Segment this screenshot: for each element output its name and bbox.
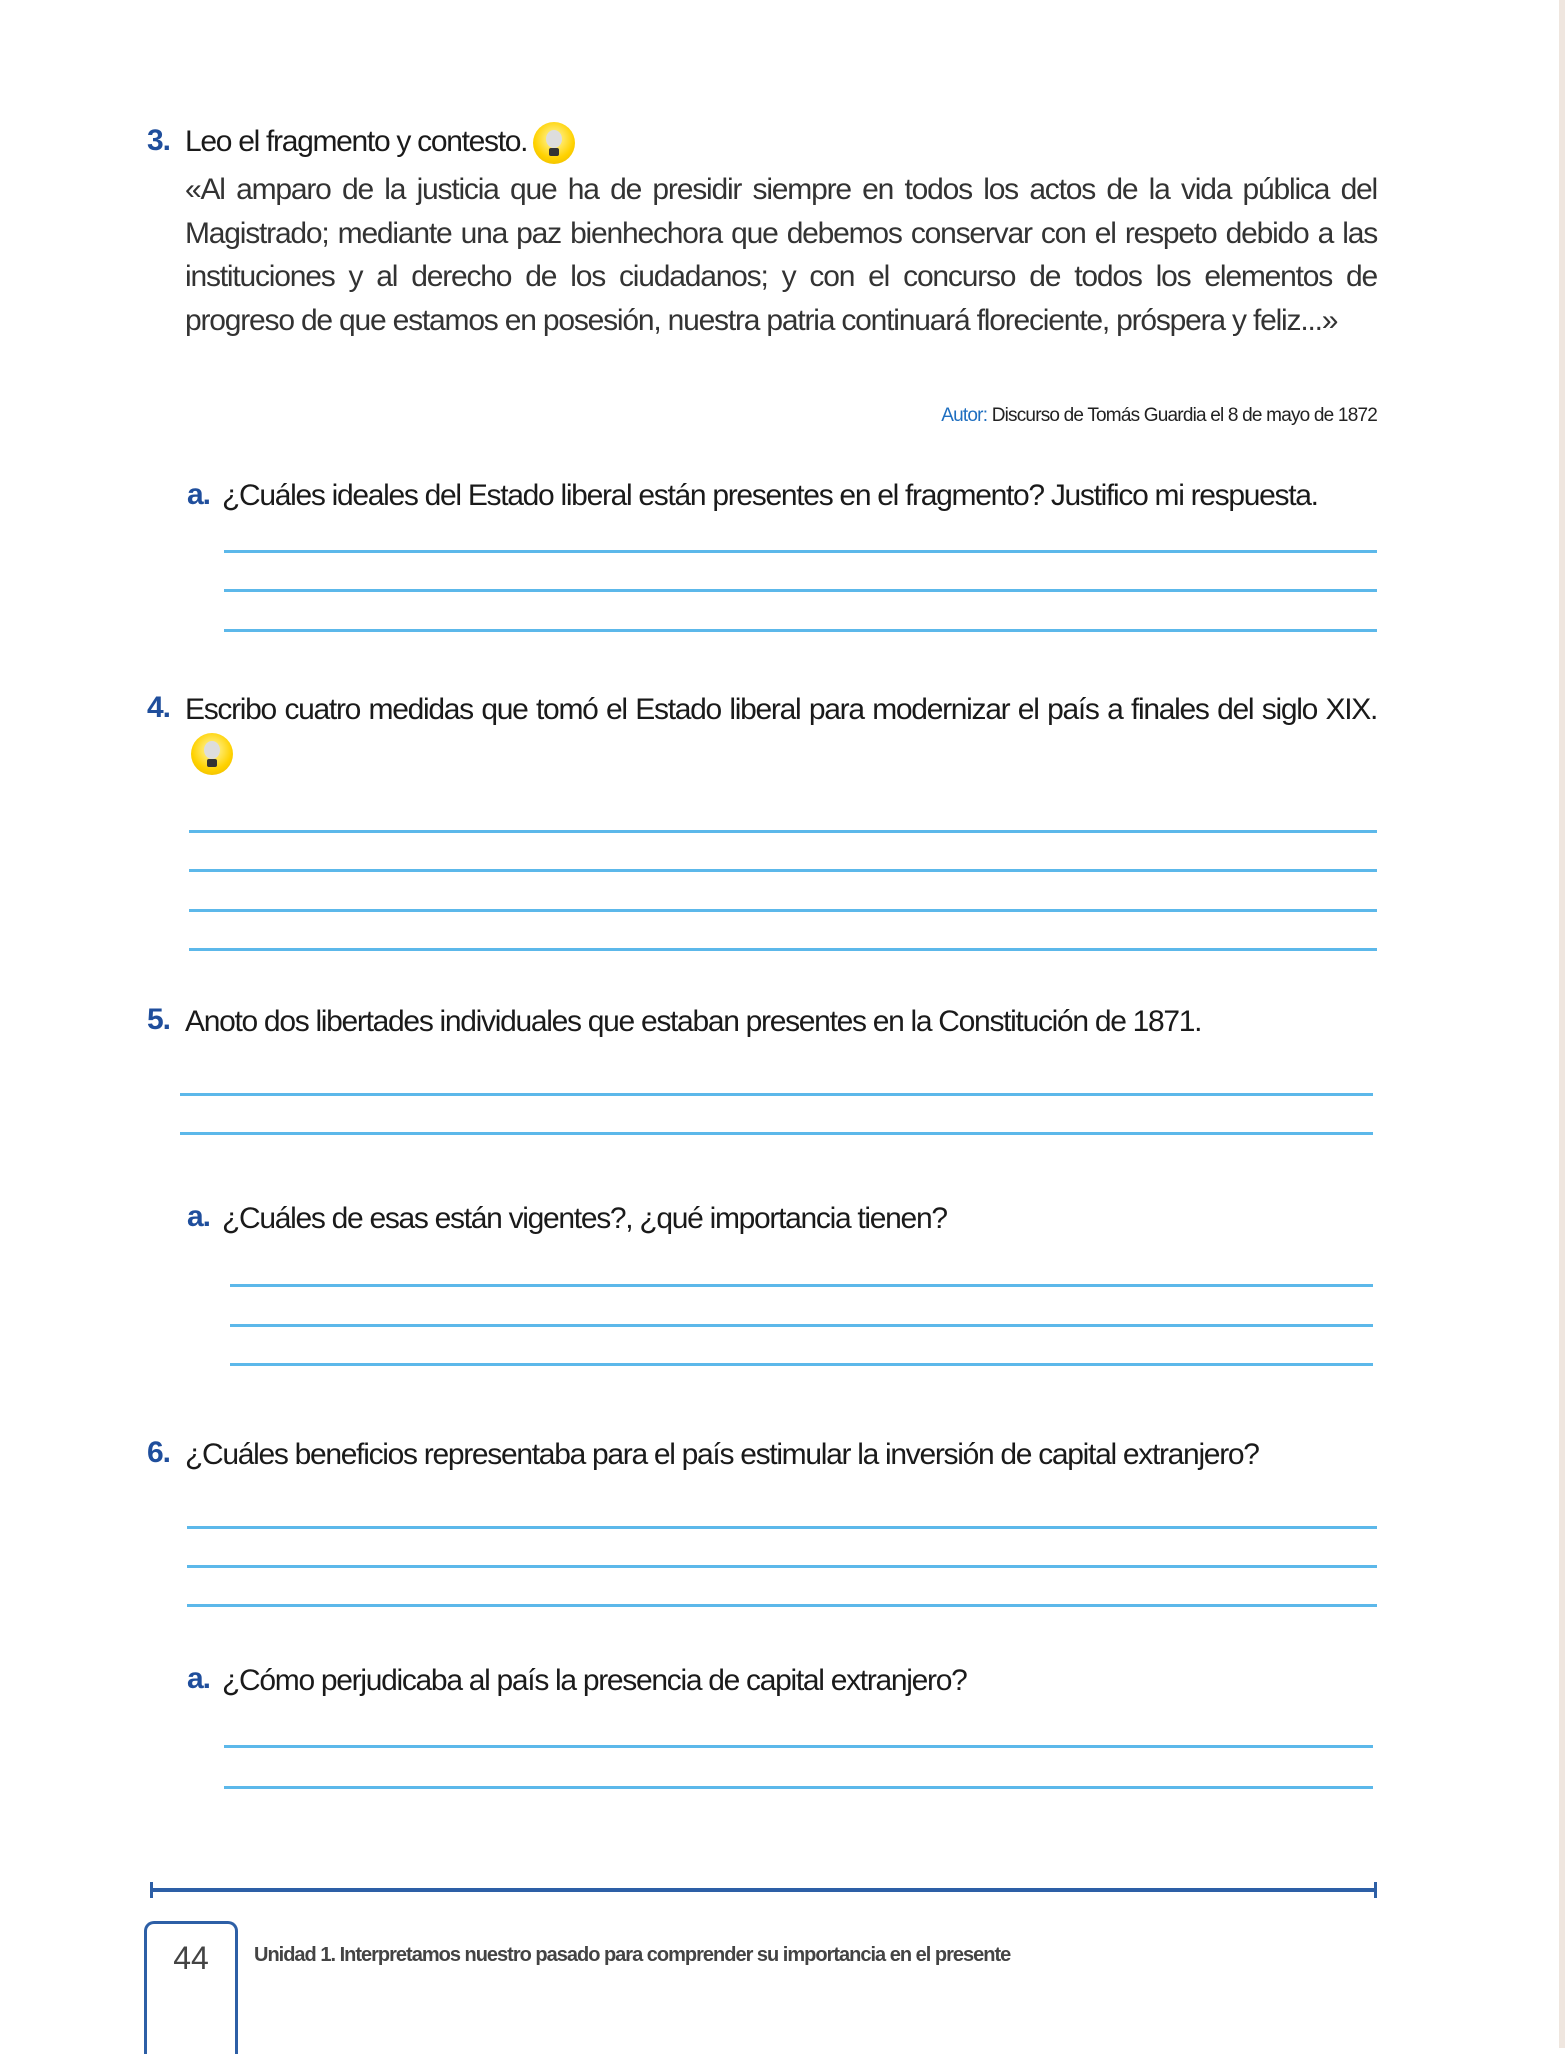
question-3-number: 3.	[147, 124, 171, 157]
unit-title: Unidad 1. Interpretamos nuestro pasado para comprender su importancia en el presente	[254, 1944, 1011, 1966]
lightbulb-icon	[533, 122, 575, 164]
author-text: Discurso de Tomás Guardia el 8 de mayo de 1872	[991, 405, 1377, 426]
page-number-box	[144, 1921, 238, 2054]
answer-line[interactable]	[189, 948, 1377, 951]
answer-line[interactable]	[187, 1565, 1377, 1568]
question-6a-label: a.	[187, 1662, 211, 1695]
quote-author	[941, 405, 1377, 427]
question-3a-text: ¿Cuáles ideales del Estado liberal están presentes en el fragmento? Justifico mi respuesta.	[222, 479, 1318, 512]
answer-line[interactable]	[230, 1324, 1373, 1327]
question-5-number: 5.	[147, 1003, 171, 1036]
answer-line[interactable]	[224, 1745, 1373, 1748]
quote-text: «Al amparo de la justicia que ha de presidir siempre en todos los actos de la vida pública del Magistrado; mediante una paz bienhechora que debemos conservar con el respeto debido a las instituciones y al derecho de los ciudadanos; y con el concurso de todos los elementos de progreso de que estamos en posesión, nuestra patria continuará floreciente, próspera y feliz...»	[185, 173, 1377, 337]
question-6-number: 6.	[147, 1436, 171, 1469]
author-label: Autor:	[941, 405, 988, 426]
answer-line[interactable]	[230, 1284, 1373, 1287]
lightbulb-icon	[191, 733, 233, 775]
answer-line[interactable]	[187, 1604, 1377, 1607]
question-6a-text: ¿Cómo perjudicaba al país la presencia de capital extranjero?	[222, 1664, 967, 1697]
answer-line[interactable]	[224, 1786, 1373, 1789]
answer-line[interactable]	[189, 869, 1377, 872]
question-3-title	[185, 120, 575, 164]
question-3a-label: a.	[187, 478, 211, 511]
page-edge	[1559, 0, 1565, 2048]
answer-line[interactable]	[189, 830, 1377, 833]
question-4-title-text: Escribo cuatro medidas que tomó el Estado liberal para modernizar el país a finales del siglo XIX.	[185, 693, 1377, 726]
answer-line[interactable]	[180, 1132, 1373, 1135]
question-5a-text: ¿Cuáles de esas están vigentes?, ¿qué importancia tienen?	[222, 1202, 947, 1235]
answer-line[interactable]	[224, 629, 1377, 632]
answer-line[interactable]	[224, 589, 1377, 592]
answer-line[interactable]	[180, 1093, 1373, 1096]
footer-divider	[150, 1888, 1377, 1892]
answer-line[interactable]	[187, 1526, 1377, 1529]
answer-line[interactable]	[230, 1363, 1373, 1366]
question-5-title: Anoto dos libertades individuales que estaban presentes en la Constitución de 1871.	[185, 1005, 1202, 1038]
question-6-title: ¿Cuáles beneficios representaba para el país estimular la inversión de capital extranjero?	[185, 1438, 1259, 1471]
answer-line[interactable]	[189, 909, 1377, 912]
question-5a-label: a.	[187, 1200, 211, 1233]
question-4-number: 4.	[147, 691, 171, 724]
question-3-title-text: Leo el fragmento y contesto.	[185, 125, 528, 158]
question-4-title	[185, 688, 1377, 775]
answer-line[interactable]	[224, 550, 1377, 553]
page-number: 44	[173, 1940, 209, 1976]
